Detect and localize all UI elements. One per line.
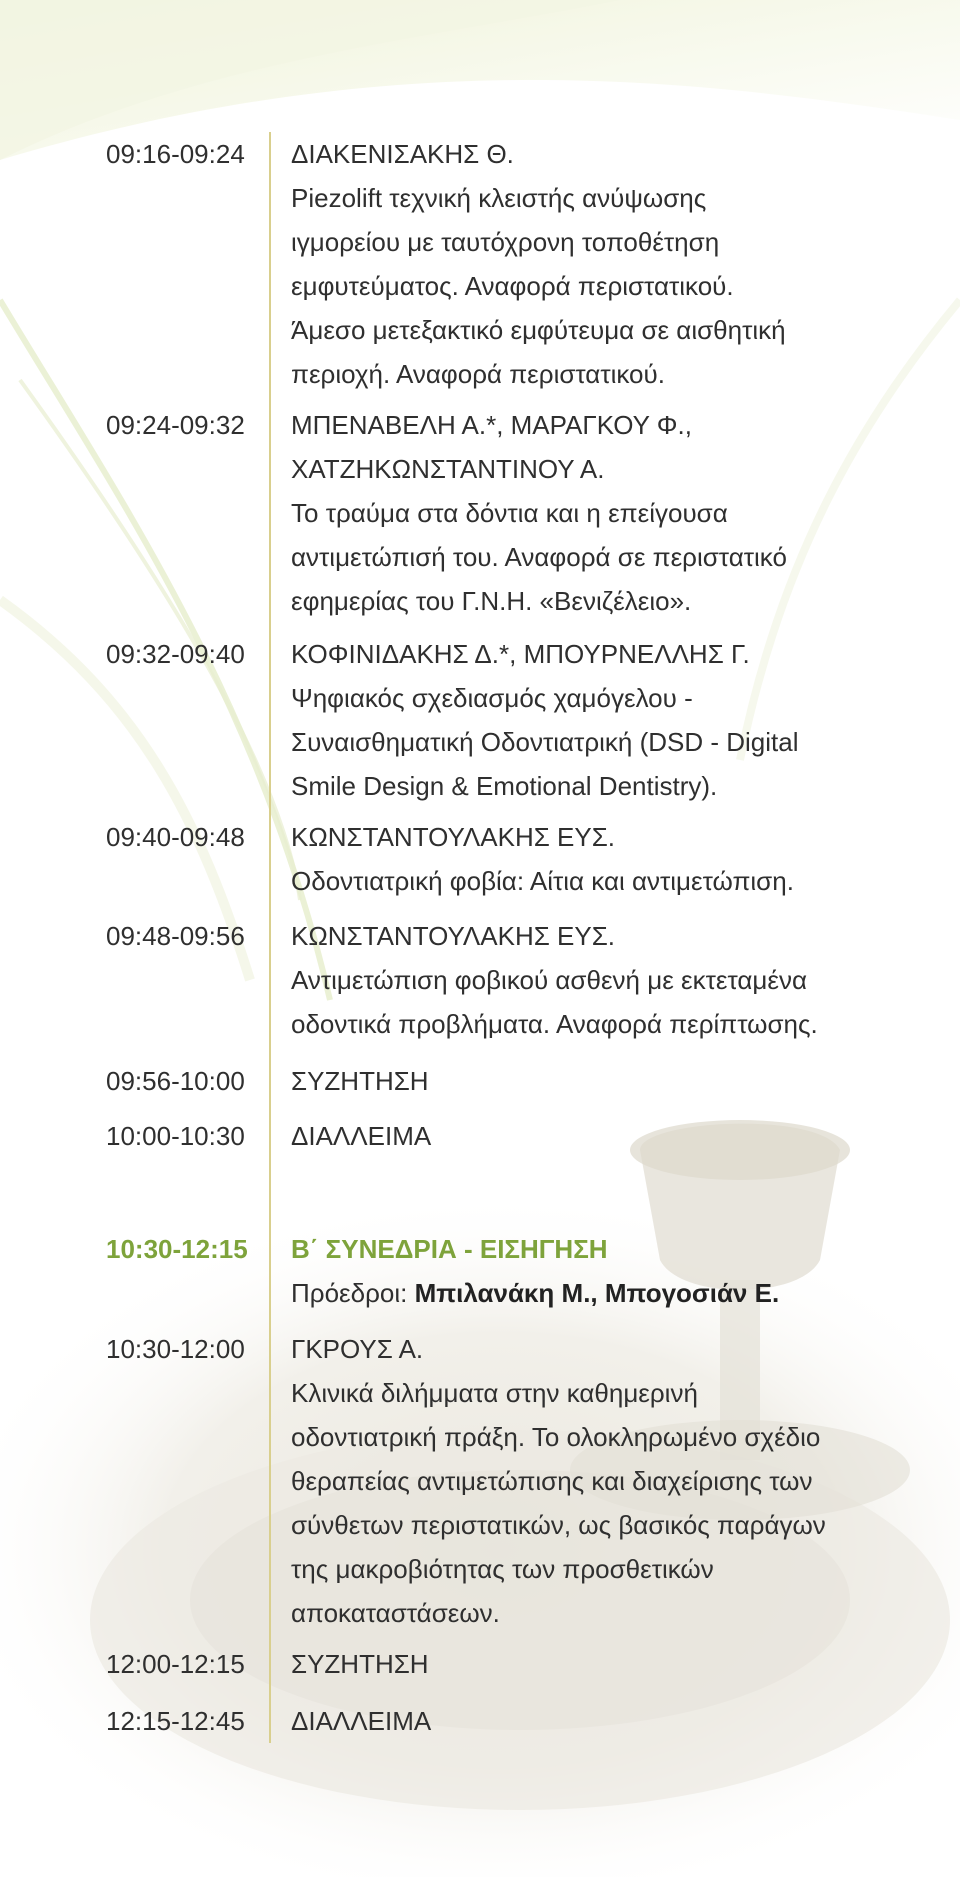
entry-author: ΔΙΑΚΕΝΙΣΑΚΗΣ Θ. [291, 139, 514, 169]
entry-line: εμφυτεύματος. Αναφορά περιστατικού. [291, 271, 734, 301]
entry-line: Άμεσο μετεξακτικό εμφύτευμα σε αισθητική [291, 315, 786, 345]
entry-line: Piezolift τεχνική κλειστής ανύψωσης [291, 183, 707, 213]
entry-line: σύνθετων περιστατικών, ως βασικός παράγων [291, 1510, 826, 1540]
entry-time: 12:00-12:15 [106, 1649, 245, 1679]
entry-line: Ψηφιακός σχεδιασμός χαμόγελου - [291, 683, 693, 713]
entry-line: θεραπείας αντιμετώπισης και διαχείρισης των [291, 1466, 813, 1496]
entry-author: ΣΥΖΗΤΗΣΗ [291, 1649, 429, 1679]
entry-time: 09:56-10:00 [106, 1066, 245, 1096]
entry-content [291, 403, 931, 623]
entry-time: 10:30-12:00 [106, 1334, 245, 1364]
entry-line: Οδοντιατρική φοβία: Αίτια και αντιμετώπιση. [291, 866, 794, 896]
entry-author: ΣΥΖΗΤΗΣΗ [291, 1066, 429, 1096]
entry-line: Το τραύμα στα δόντια και η επείγουσα [291, 498, 728, 528]
entry-author: ΔΙΑΛΛΕΙΜΑ [291, 1121, 432, 1151]
entry-content [291, 632, 931, 808]
entry-author: ΚΩΝΣΤΑΝΤΟΥΛΑΚΗΣ ΕΥΣ. [291, 822, 616, 852]
entry-content [291, 1327, 931, 1635]
entry-content [291, 1642, 931, 1686]
entry-line: αποκαταστάσεων. [291, 1598, 500, 1628]
session-time: 10:30-12:15 [106, 1234, 248, 1264]
session-chairs [291, 1271, 931, 1315]
entry-time: 09:24-09:32 [106, 410, 245, 440]
entry-line: εφημερίας του Γ.Ν.Η. «Βενιζέλειο». [291, 586, 692, 616]
entry-line: οδοντιατρική πράξη. Το ολοκληρωμένο σχέδιο [291, 1422, 821, 1452]
entry-line: αντιμετώπισή του. Αναφορά σε περιστατικό [291, 542, 787, 572]
entry-line: Συναισθηματική Οδοντιατρική (DSD - Digital [291, 727, 799, 757]
entry-content [291, 1059, 931, 1103]
entry-content [291, 132, 931, 396]
entry-author: ΧΑΤΖΗΚΩΝΣΤΑΝΤΙΝΟΥ Α. [291, 454, 605, 484]
entry-time: 12:15-12:45 [106, 1706, 245, 1736]
entry-time: 10:00-10:30 [106, 1121, 245, 1151]
entry-line: Κλινικά διλήμματα στην καθημερινή [291, 1378, 698, 1408]
timeline-divider [269, 132, 271, 1743]
entry-line: Smile Design & Emotional Dentistry). [291, 771, 718, 801]
entry-time: 09:16-09:24 [106, 139, 245, 169]
entry-author: ΔΙΑΛΛΕΙΜΑ [291, 1706, 432, 1736]
entry-line: της μακροβιότητας των προσθετικών [291, 1554, 714, 1584]
entry-time: 09:32-09:40 [106, 639, 245, 669]
entry-author: ΜΠΕΝΑΒΕΛΗ Α.*, ΜΑΡΑΓΚΟΥ Φ., [291, 410, 692, 440]
entry-content [291, 815, 931, 903]
entry-line: ιγμορείου με ταυτόχρονη τοποθέτηση [291, 227, 720, 257]
entry-content [291, 914, 931, 1046]
entry-content [291, 1699, 931, 1743]
chairs-label: Πρόεδροι: [291, 1278, 408, 1308]
entry-time: 09:40-09:48 [106, 822, 245, 852]
chairs-names: Μπιλανάκη Μ., Μπογοσιάν Ε. [414, 1278, 780, 1308]
entry-line: Αντιμετώπιση φοβικού ασθενή με εκτεταμένα [291, 965, 808, 995]
entry-time: 09:48-09:56 [106, 921, 245, 951]
entry-author: ΚΩΝΣΤΑΝΤΟΥΛΑΚΗΣ ΕΥΣ. [291, 921, 616, 951]
entry-author: ΚΟΦΙΝΙΔΑΚΗΣ Δ.*, ΜΠΟΥΡΝΕΛΛΗΣ Γ. [291, 639, 750, 669]
entry-content [291, 1114, 931, 1158]
entry-line: οδοντικά προβλήματα. Αναφορά περίπτωσης. [291, 1009, 818, 1039]
entry-line: περιοχή. Αναφορά περιστατικού. [291, 359, 665, 389]
entry-author: ΓΚΡΟΥΣ Α. [291, 1334, 424, 1364]
session-title: Β΄ ΣΥΝΕΔΡΙΑ - ΕΙΣΗΓΗΣΗ [291, 1234, 608, 1264]
session-content [291, 1227, 931, 1315]
